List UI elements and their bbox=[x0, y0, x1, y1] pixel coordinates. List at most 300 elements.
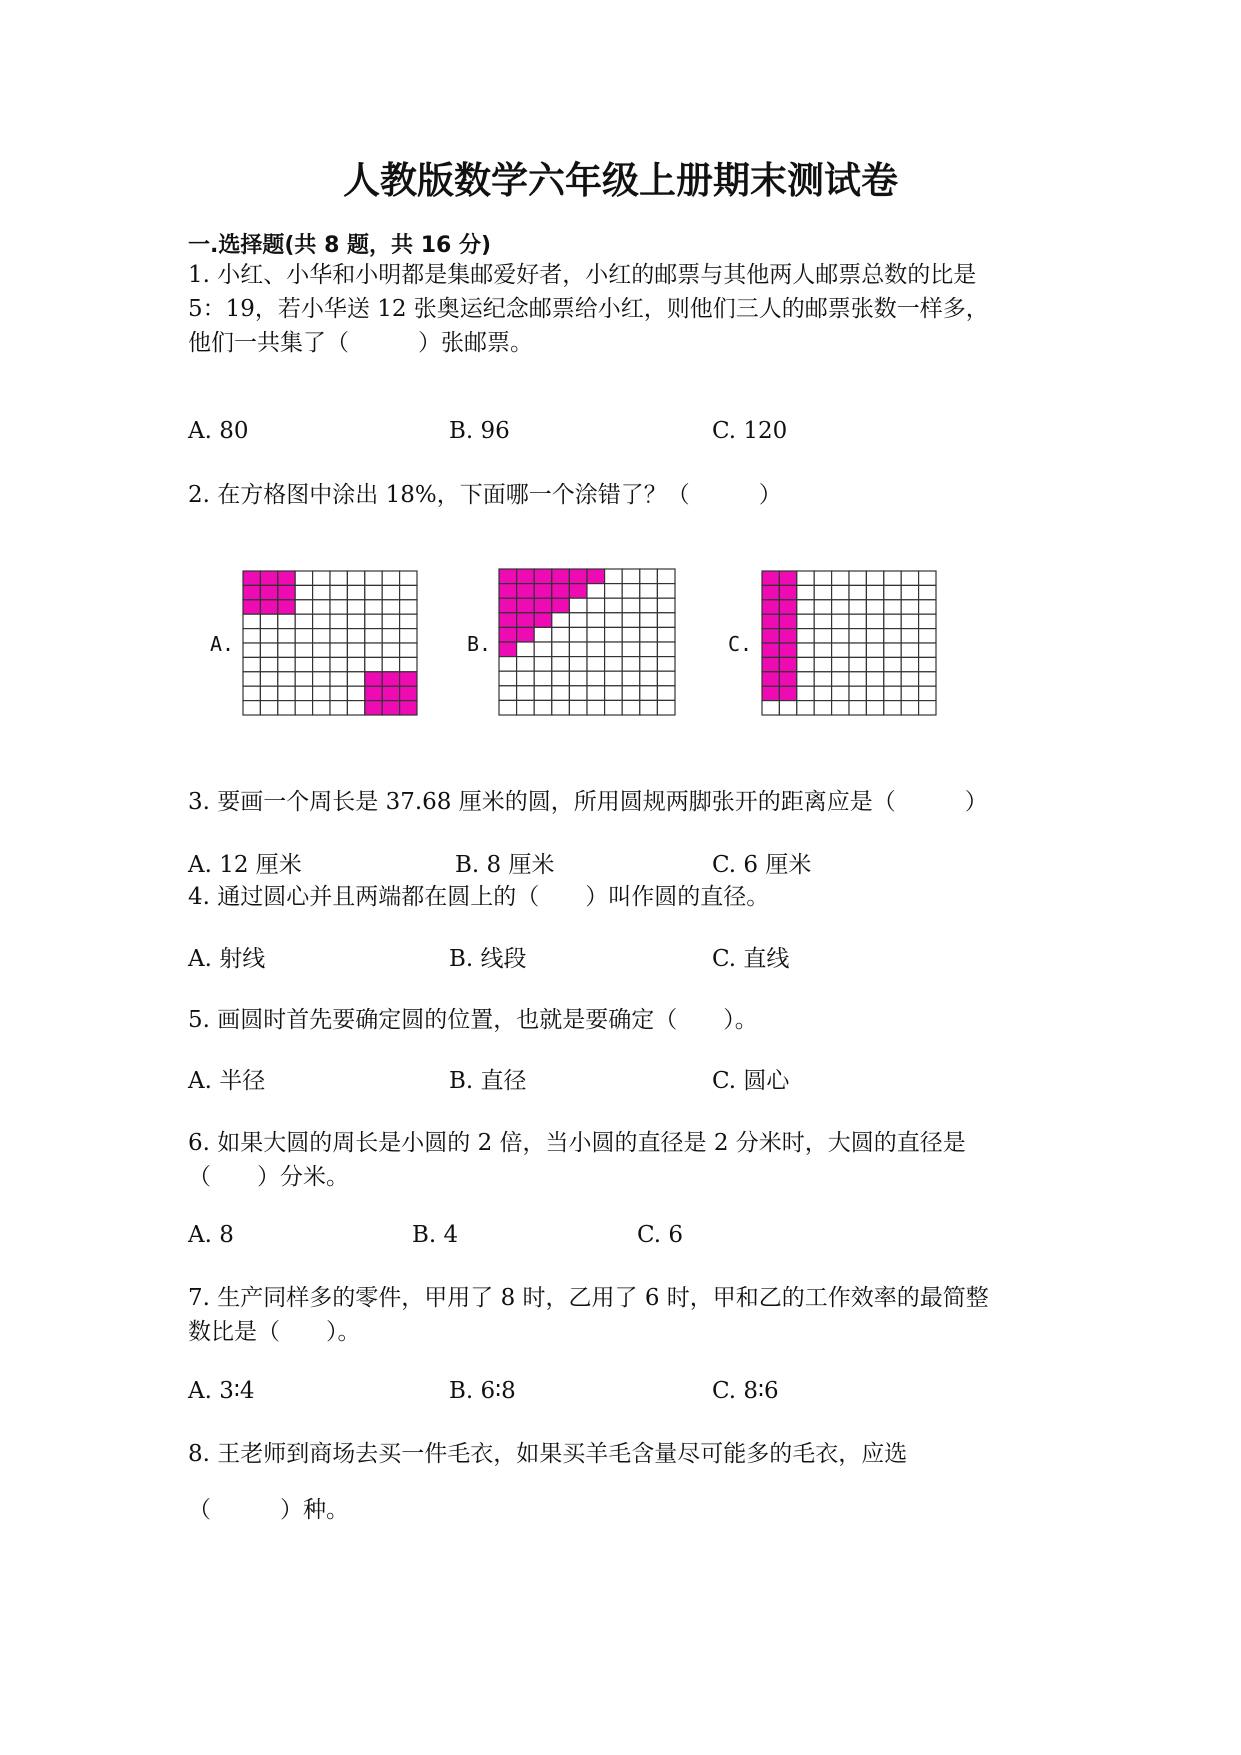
grid-cell bbox=[884, 571, 901, 585]
grid-cell bbox=[657, 671, 675, 686]
grid-cell bbox=[605, 613, 623, 628]
grid-cell bbox=[295, 585, 312, 599]
grid-cell bbox=[814, 657, 831, 671]
grid-cell bbox=[797, 571, 814, 585]
grid-cell bbox=[400, 600, 417, 614]
grid-cell bbox=[347, 629, 364, 643]
grid-cell bbox=[295, 643, 312, 657]
grid-cell bbox=[569, 627, 587, 642]
grid-cell bbox=[330, 686, 347, 700]
grid-figure-b bbox=[498, 568, 678, 716]
grid-cell bbox=[552, 627, 570, 642]
grid-cell bbox=[400, 643, 417, 657]
grid-cell bbox=[832, 657, 849, 671]
grid-cell bbox=[832, 585, 849, 599]
grid-cell bbox=[552, 686, 570, 701]
grid-cell bbox=[587, 598, 605, 613]
grid-cell bbox=[400, 571, 417, 585]
grid-cell bbox=[884, 585, 901, 599]
question-line: 他们一共集了（ ）张邮票。 bbox=[188, 330, 533, 356]
grid-cell bbox=[534, 584, 552, 599]
q4-option-a[interactable]: A. 射线 bbox=[188, 946, 266, 972]
grid-cell bbox=[278, 657, 295, 671]
grid-cell bbox=[884, 672, 901, 686]
grid-cell bbox=[849, 585, 866, 599]
grid-cell bbox=[657, 627, 675, 642]
grid-cell bbox=[534, 657, 552, 672]
grid-cell bbox=[832, 686, 849, 700]
grid-cell bbox=[569, 569, 587, 584]
question-line: 2. 在方格图中涂出 18%，下面哪一个涂错了？（ ） bbox=[188, 482, 782, 508]
grid-cell bbox=[762, 571, 779, 585]
q4-option-c[interactable]: C. 直线 bbox=[712, 946, 790, 972]
grid-cell bbox=[832, 643, 849, 657]
grid-cell bbox=[814, 629, 831, 643]
grid-cell bbox=[400, 672, 417, 686]
grid-cell bbox=[569, 657, 587, 672]
grid-cell bbox=[552, 598, 570, 613]
grid-cell bbox=[605, 584, 623, 599]
grid-cell bbox=[365, 614, 382, 628]
grid-cell bbox=[313, 701, 330, 715]
grid-cell bbox=[400, 629, 417, 643]
grid-cell bbox=[278, 672, 295, 686]
grid-cell bbox=[762, 600, 779, 614]
grid-cell bbox=[295, 672, 312, 686]
q7-option-b[interactable]: B. 6∶8 bbox=[449, 1378, 516, 1404]
question-line: （ ）种。 bbox=[188, 1497, 349, 1523]
grid-cell bbox=[832, 614, 849, 628]
grid-cell bbox=[797, 629, 814, 643]
grid-cell bbox=[260, 571, 277, 585]
grid-cell bbox=[640, 657, 658, 672]
q6-option-c[interactable]: C. 6 bbox=[637, 1222, 684, 1248]
grid-cell bbox=[762, 585, 779, 599]
grid-cell bbox=[849, 672, 866, 686]
grid-cell bbox=[260, 643, 277, 657]
page-title: 人教版数学六年级上册期末测试卷 bbox=[343, 159, 898, 202]
grid-cell bbox=[884, 657, 901, 671]
grid-cell bbox=[517, 686, 535, 701]
question-6-text bbox=[188, 1126, 1058, 1194]
question-2-text bbox=[188, 478, 1058, 512]
question-line: 5. 画圆时首先要确定圆的位置，也就是要确定（ ）。 bbox=[188, 1007, 758, 1033]
grid-cell bbox=[517, 671, 535, 686]
q5-option-a[interactable]: A. 半径 bbox=[188, 1068, 266, 1094]
grid-cell bbox=[243, 701, 260, 715]
grid-cell bbox=[260, 657, 277, 671]
question-line: （ ）分米。 bbox=[188, 1164, 349, 1190]
question-line: 5：19，若小华送 12 张奥运纪念邮票给小红，则他们三人的邮票张数一样多， bbox=[188, 296, 989, 322]
grid-cell bbox=[657, 657, 675, 672]
grid-cell bbox=[295, 657, 312, 671]
grid-cell bbox=[313, 657, 330, 671]
question-7-text bbox=[188, 1281, 1058, 1349]
grid-cell bbox=[832, 600, 849, 614]
grid-cell bbox=[849, 629, 866, 643]
grid-cell bbox=[534, 613, 552, 628]
grid-cell bbox=[814, 600, 831, 614]
grid-cell bbox=[365, 657, 382, 671]
grid-cell bbox=[884, 600, 901, 614]
grid-cell bbox=[779, 629, 796, 643]
grid-cell bbox=[365, 629, 382, 643]
grid-cell bbox=[762, 614, 779, 628]
grid-cell bbox=[866, 657, 883, 671]
q5-option-b[interactable]: B. 直径 bbox=[449, 1068, 527, 1094]
grid-cell bbox=[499, 569, 517, 584]
grid-cell bbox=[797, 672, 814, 686]
grid-cell bbox=[313, 585, 330, 599]
grid-cell bbox=[330, 614, 347, 628]
grid-cell bbox=[517, 627, 535, 642]
grid-cell bbox=[919, 643, 936, 657]
grid-cell bbox=[499, 613, 517, 628]
grid-cell bbox=[622, 584, 640, 599]
question-line: 3. 要画一个周长是 37.68 厘米的圆，所用圆规两脚张开的距离应是（ ） bbox=[188, 789, 988, 815]
grid-cell bbox=[517, 657, 535, 672]
grid-cell bbox=[382, 585, 399, 599]
grid-cell bbox=[330, 672, 347, 686]
grid-cell bbox=[901, 686, 918, 700]
grid-cell bbox=[866, 600, 883, 614]
grid-cell bbox=[866, 585, 883, 599]
grid-cell bbox=[814, 701, 831, 715]
grid-cell bbox=[919, 629, 936, 643]
grid-cell bbox=[365, 672, 382, 686]
grid-cell bbox=[365, 701, 382, 715]
grid-cell bbox=[313, 571, 330, 585]
grid-cell bbox=[797, 614, 814, 628]
grid-cell bbox=[919, 614, 936, 628]
grid-cell bbox=[587, 613, 605, 628]
grid-cell bbox=[797, 643, 814, 657]
grid-cell bbox=[517, 700, 535, 715]
grid-cell bbox=[657, 569, 675, 584]
grid-cell bbox=[866, 571, 883, 585]
grid-cell bbox=[243, 672, 260, 686]
figure-label-a[interactable]: A. bbox=[210, 632, 235, 656]
grid-cell bbox=[605, 671, 623, 686]
grid-cell bbox=[657, 584, 675, 599]
grid-cell bbox=[884, 629, 901, 643]
grid-cell bbox=[901, 614, 918, 628]
q6-option-a[interactable]: A. 8 bbox=[188, 1222, 234, 1248]
grid-cell bbox=[622, 657, 640, 672]
section-heading: 一.选择题(共 8 题，共 16 分) bbox=[188, 233, 492, 258]
grid-cell bbox=[901, 585, 918, 599]
grid-cell bbox=[622, 598, 640, 613]
grid-cell bbox=[517, 584, 535, 599]
grid-cell bbox=[866, 672, 883, 686]
grid-cell bbox=[400, 614, 417, 628]
grid-cell bbox=[779, 657, 796, 671]
q6-option-b[interactable]: B. 4 bbox=[412, 1222, 459, 1248]
grid-cell bbox=[884, 701, 901, 715]
grid-cell bbox=[365, 571, 382, 585]
grid-cell bbox=[569, 686, 587, 701]
grid-cell bbox=[779, 600, 796, 614]
grid-cell bbox=[278, 643, 295, 657]
grid-cell bbox=[278, 571, 295, 585]
grid-cell bbox=[243, 600, 260, 614]
grid-cell bbox=[243, 614, 260, 628]
grid-cell bbox=[901, 643, 918, 657]
grid-cell bbox=[517, 569, 535, 584]
grid-cell bbox=[313, 600, 330, 614]
grid-cell bbox=[849, 643, 866, 657]
figure-label-b[interactable]: B. bbox=[467, 632, 492, 656]
grid-cell bbox=[779, 672, 796, 686]
grid-cell bbox=[382, 701, 399, 715]
grid-cell bbox=[640, 569, 658, 584]
grid-cell bbox=[919, 657, 936, 671]
grid-cell bbox=[534, 598, 552, 613]
grid-cell bbox=[866, 701, 883, 715]
grid-cell bbox=[901, 701, 918, 715]
grid-cell bbox=[797, 585, 814, 599]
grid-figure-c bbox=[761, 570, 937, 716]
grid-cell bbox=[622, 569, 640, 584]
q1-option-a[interactable]: A. 80 bbox=[188, 418, 249, 444]
grid-cell bbox=[849, 614, 866, 628]
grid-cell bbox=[657, 642, 675, 657]
grid-cell bbox=[260, 585, 277, 599]
grid-cell bbox=[400, 686, 417, 700]
grid-cell bbox=[313, 643, 330, 657]
grid-cell bbox=[382, 571, 399, 585]
grid-cell bbox=[587, 642, 605, 657]
grid-cell bbox=[919, 585, 936, 599]
grid-cell bbox=[382, 672, 399, 686]
grid-cell bbox=[330, 600, 347, 614]
grid-cell bbox=[552, 569, 570, 584]
grid-cell bbox=[347, 585, 364, 599]
q3-option-c[interactable]: C. 6 厘米 bbox=[712, 852, 812, 878]
grid-cell bbox=[622, 642, 640, 657]
grid-cell bbox=[243, 686, 260, 700]
grid-cell bbox=[278, 629, 295, 643]
grid-cell bbox=[365, 600, 382, 614]
grid-cell bbox=[605, 700, 623, 715]
grid-cell bbox=[832, 571, 849, 585]
grid-cell bbox=[779, 585, 796, 599]
grid-cell bbox=[605, 598, 623, 613]
grid-cell bbox=[797, 657, 814, 671]
grid-cell bbox=[587, 686, 605, 701]
grid-cell bbox=[569, 671, 587, 686]
q3-option-b[interactable]: B. 8 厘米 bbox=[455, 852, 555, 878]
grid-cell bbox=[657, 686, 675, 701]
grid-cell bbox=[832, 701, 849, 715]
grid-cell bbox=[919, 686, 936, 700]
figure-label-c[interactable]: C. bbox=[728, 632, 753, 656]
grid-cell bbox=[347, 643, 364, 657]
grid-cell bbox=[622, 627, 640, 642]
grid-cell bbox=[499, 584, 517, 599]
question-line: 数比是（ ）。 bbox=[188, 1319, 361, 1345]
grid-cell bbox=[347, 686, 364, 700]
q7-option-a[interactable]: A. 3∶4 bbox=[188, 1378, 255, 1404]
grid-cell bbox=[657, 598, 675, 613]
grid-cell bbox=[640, 686, 658, 701]
grid-cell bbox=[499, 671, 517, 686]
grid-cell bbox=[814, 585, 831, 599]
grid-cell bbox=[499, 657, 517, 672]
grid-cell bbox=[295, 629, 312, 643]
grid-cell bbox=[330, 701, 347, 715]
grid-cell bbox=[278, 600, 295, 614]
grid-cell bbox=[640, 671, 658, 686]
grid-cell bbox=[605, 627, 623, 642]
grid-cell bbox=[779, 686, 796, 700]
grid-cell bbox=[330, 629, 347, 643]
grid-cell bbox=[499, 627, 517, 642]
grid-cell bbox=[849, 657, 866, 671]
grid-cell bbox=[243, 629, 260, 643]
grid-cell bbox=[779, 614, 796, 628]
grid-cell bbox=[569, 642, 587, 657]
grid-cell bbox=[919, 571, 936, 585]
grid-cell bbox=[622, 671, 640, 686]
q5-option-c[interactable]: C. 圆心 bbox=[712, 1068, 790, 1094]
grid-cell bbox=[330, 657, 347, 671]
grid-cell bbox=[243, 657, 260, 671]
q7-option-c[interactable]: C. 8∶6 bbox=[712, 1378, 779, 1404]
grid-cell bbox=[534, 671, 552, 686]
grid-cell bbox=[552, 642, 570, 657]
grid-cell bbox=[622, 700, 640, 715]
grid-cell bbox=[313, 614, 330, 628]
grid-cell bbox=[779, 643, 796, 657]
grid-cell bbox=[569, 700, 587, 715]
grid-cell bbox=[919, 672, 936, 686]
grid-cell bbox=[330, 585, 347, 599]
q1-option-b[interactable]: B. 96 bbox=[449, 418, 510, 444]
grid-cell bbox=[797, 686, 814, 700]
grid-cell bbox=[587, 627, 605, 642]
grid-cell bbox=[382, 657, 399, 671]
grid-cell bbox=[762, 643, 779, 657]
grid-cell bbox=[587, 657, 605, 672]
grid-cell bbox=[347, 657, 364, 671]
grid-cell bbox=[814, 571, 831, 585]
grid-cell bbox=[534, 642, 552, 657]
q3-option-a[interactable]: A. 12 厘米 bbox=[188, 852, 302, 878]
grid-cell bbox=[762, 701, 779, 715]
grid-cell bbox=[260, 686, 277, 700]
grid-cell bbox=[278, 614, 295, 628]
grid-cell bbox=[243, 571, 260, 585]
q4-option-b[interactable]: B. 线段 bbox=[449, 946, 527, 972]
grid-cell bbox=[278, 686, 295, 700]
grid-cell bbox=[587, 671, 605, 686]
question-1-text bbox=[188, 258, 1058, 360]
grid-cell bbox=[400, 585, 417, 599]
grid-cell bbox=[762, 657, 779, 671]
grid-cell bbox=[517, 613, 535, 628]
grid-cell bbox=[278, 701, 295, 715]
grid-cell bbox=[919, 701, 936, 715]
grid-cell bbox=[762, 672, 779, 686]
grid-cell bbox=[622, 613, 640, 628]
grid-cell bbox=[382, 686, 399, 700]
grid-cell bbox=[849, 686, 866, 700]
grid-cell bbox=[779, 701, 796, 715]
grid-cell bbox=[517, 598, 535, 613]
grid-cell bbox=[640, 642, 658, 657]
grid-cell bbox=[640, 613, 658, 628]
question-3-text bbox=[188, 785, 1058, 819]
grid-cell bbox=[814, 672, 831, 686]
grid-cell bbox=[295, 600, 312, 614]
grid-cell bbox=[762, 629, 779, 643]
grid-cell bbox=[347, 614, 364, 628]
grid-cell bbox=[347, 571, 364, 585]
grid-cell bbox=[295, 571, 312, 585]
q1-option-c[interactable]: C. 120 bbox=[712, 418, 788, 444]
grid-cell bbox=[534, 700, 552, 715]
grid-cell bbox=[657, 613, 675, 628]
grid-cell bbox=[517, 642, 535, 657]
grid-cell bbox=[866, 629, 883, 643]
grid-cell bbox=[400, 657, 417, 671]
grid-cell bbox=[919, 600, 936, 614]
grid-cell bbox=[260, 672, 277, 686]
grid-cell bbox=[901, 600, 918, 614]
grid-cell bbox=[640, 584, 658, 599]
grid-cell bbox=[382, 643, 399, 657]
grid-cell bbox=[866, 643, 883, 657]
grid-cell bbox=[901, 672, 918, 686]
grid-cell bbox=[605, 657, 623, 672]
grid-cell bbox=[622, 686, 640, 701]
grid-cell bbox=[587, 569, 605, 584]
grid-cell bbox=[657, 700, 675, 715]
grid-cell bbox=[552, 671, 570, 686]
grid-cell bbox=[832, 629, 849, 643]
grid-cell bbox=[605, 642, 623, 657]
question-line: 1. 小红、小华和小明都是集邮爱好者，小红的邮票与其他两人邮票总数的比是 bbox=[188, 262, 977, 288]
grid-cell bbox=[295, 614, 312, 628]
grid-cell bbox=[347, 672, 364, 686]
grid-cell bbox=[330, 643, 347, 657]
grid-figure-a bbox=[242, 570, 418, 716]
grid-cell bbox=[313, 686, 330, 700]
grid-cell bbox=[866, 614, 883, 628]
grid-cell bbox=[901, 571, 918, 585]
question-line: 8. 王老师到商场去买一件毛衣，如果买羊毛含量尽可能多的毛衣，应选 bbox=[188, 1441, 908, 1467]
question-5-text bbox=[188, 1003, 1058, 1037]
grid-cell bbox=[814, 614, 831, 628]
grid-cell bbox=[382, 600, 399, 614]
grid-cell bbox=[382, 614, 399, 628]
grid-cell bbox=[814, 686, 831, 700]
grid-cell bbox=[347, 600, 364, 614]
grid-cell bbox=[260, 629, 277, 643]
grid-cell bbox=[552, 613, 570, 628]
grid-cell bbox=[640, 627, 658, 642]
grid-cell bbox=[243, 585, 260, 599]
grid-cell bbox=[901, 629, 918, 643]
grid-cell bbox=[884, 643, 901, 657]
grid-cell bbox=[605, 686, 623, 701]
grid-cell bbox=[347, 701, 364, 715]
grid-cell bbox=[365, 585, 382, 599]
grid-cell bbox=[260, 614, 277, 628]
grid-cell bbox=[278, 585, 295, 599]
grid-cell bbox=[552, 700, 570, 715]
